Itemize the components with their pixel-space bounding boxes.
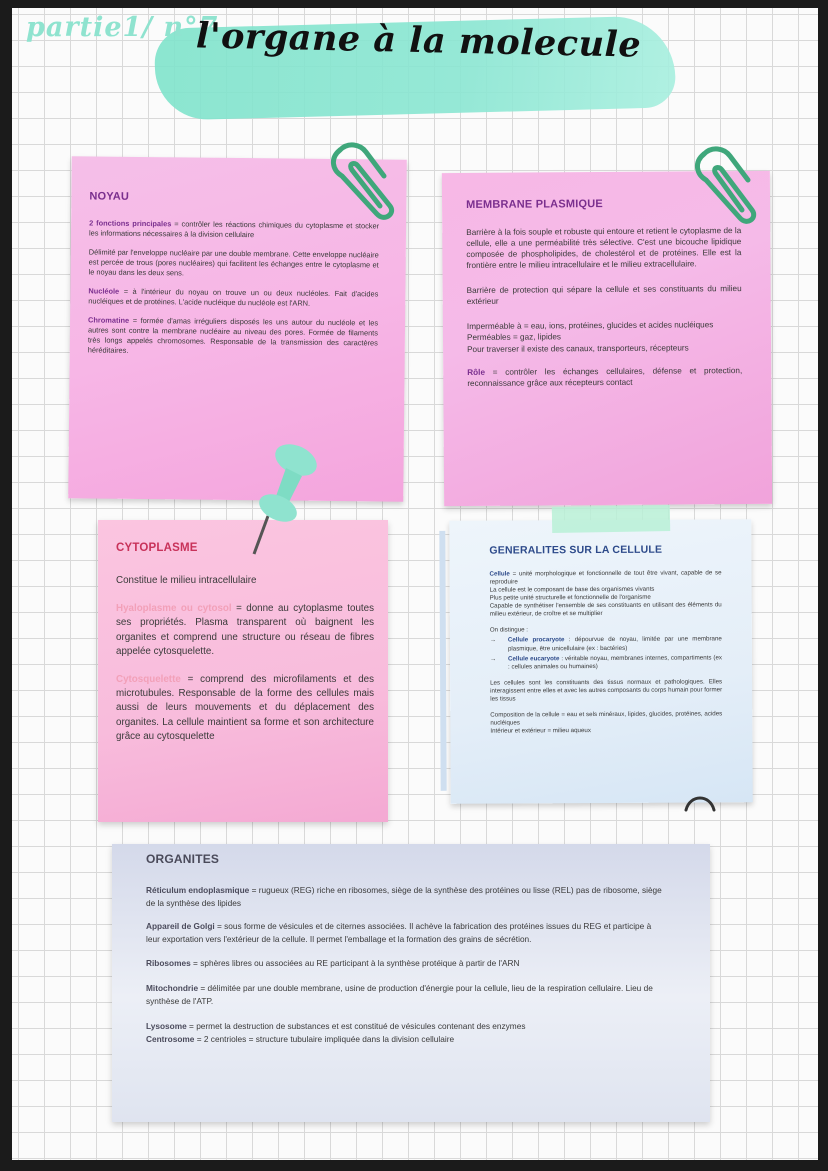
cytoplasme-card <box>98 520 388 822</box>
push-pin-icon <box>240 438 330 558</box>
generalites-label-cellule: Cellule <box>489 570 510 578</box>
noyau-paragraph-2: Délimité par l'enveloppe nucléaire par une double membrane. Cette enveloppe nucléaire est percée de trous (pores nucléaires) qui facilitent les échanges entre le cytoplasme et le noyau dans les deux sens. <box>88 247 379 278</box>
membrane-paragraph-2: Barrière de protection qui sépare la cellule et ses constituants du milieu extérieur <box>466 284 742 307</box>
cytoplasme-paragraph-1: Constitue le milieu intracellulaire <box>116 575 257 586</box>
noyau-paragraph-3: Nucléole = à l'intérieur du noyau on trouve un ou deux nucléoles. Fait d'acides nucléiques et de protéines. L'acide nucléique du nucléole est l'ARN. <box>88 286 379 308</box>
noyau-paragraph-4: Chromatine = formée d'amas irréguliers disposés les uns autour du nucléole et les autres sont contre la membrane nucléaire au niveau des pores. Formée de filaments très longs appelés chromosomes. Responsable de la transmission des caractères héréditaires. <box>87 315 379 355</box>
membrane-traverser: Pour traverser il existe des canaux, transporteurs, récepteurs <box>467 342 689 354</box>
membrane-permeable: Perméables = gaz, lipides <box>466 332 562 343</box>
noyau-label-nucleole: Nucléole <box>88 286 120 296</box>
cytoplasme-label-hyaloplasme: Hyaloplasme ou cytosol <box>116 603 232 615</box>
generalites-heading: GENERALITES SUR LA CELLULE <box>489 543 663 557</box>
membrane-label-role: Rôle <box>467 367 486 377</box>
page-title: l'organe à la molecule <box>195 15 642 66</box>
curl-icon <box>680 790 720 814</box>
membrane-role: Rôle = contrôler les échanges cellulaires, défense et protection, reconnaissance grâce aux récepteurs contact <box>467 365 743 388</box>
tape-strip <box>552 505 670 533</box>
generalites-card <box>449 519 752 804</box>
paperclip-icon <box>322 136 398 228</box>
arrow-icon: → <box>489 655 497 663</box>
organite-mitochondrie: Mitochondrie = délimitée par une double membrane, usine de production d'énergie pour la cellule, lieu de la respiration cellulaire. Lieu de synthèse de l'ATP. <box>146 983 653 1007</box>
membrane-heading: MEMBRANE PLASMIQUE <box>466 198 603 211</box>
generalites-line-3: Plus petite unité structurelle et fonctionnelle de l'organisme <box>489 593 651 602</box>
generalites-line-2: La cellule est le composant de base des organismes vivants <box>489 585 655 594</box>
generalites-milieu: Intérieur et extérieur = milieu aqueux <box>490 727 591 735</box>
cytoplasme-label-cytosquelette: Cytosquelette <box>116 674 181 686</box>
cytoplasme-paragraph-3: Cytosquelette = comprend des microfilaments et des microtubules. Responsable de la forme des cellules mais aussi de leurs mouvements et du déplacement des organites. La cellule maintient sa forme et son architecture grâce au cytosquelette <box>116 674 374 742</box>
generalites-distingue: On distingue : <box>489 626 529 634</box>
cytoplasme-paragraph-2: Hyaloplasme ou cytosol = donne au cytoplasme toutes ses propriétés. Plasma transparent où baignent les organites et comprend une structure ou réseau de fibres appelée cytosquelette. <box>116 603 374 657</box>
generalites-composition: Composition de la cellule = eau et sels minéraux, lipides, glucides, protéines, acides nucléiques <box>490 710 723 727</box>
paperclip-icon <box>688 140 760 230</box>
organites-heading: ORGANITES <box>146 852 220 866</box>
membrane-paragraph-1: Barrière à la fois souple et robuste qui entoure et retient le cytoplasme de la cellule, elle a une perméabilité très sélective. C'est une bicouche lipidique composée de phospholipides, de cholestérol et de protéines. Elle est la frontière entre le milieu intracellulaire et le milieu extracellulaire. <box>466 226 742 271</box>
generalites-tissus: Les cellules sont les constituants des tissus normaux et pathologiques. Elles interagissent entre elles et avec les autres composants du corps humain pour former les tissus <box>490 678 723 703</box>
arrow-icon: → <box>489 636 497 645</box>
cytoplasme-heading: CYTOPLASME <box>116 542 198 554</box>
organite-golgi: Appareil de Golgi = sous forme de vésicules et de citernes associées. Il achève la fabrication des protéines issues du REG et participe à leur exportation vers l'extérieur de la cellule. Il permet l'emballage et la formation des grains de sécrétion. <box>146 920 652 944</box>
generalites-line-4: Capable de synthétiser l'ensemble de ses constituants en utilisant des éléments du milieu extérieur, de croître et se multiplier <box>489 601 722 618</box>
generalites-cellule: Cellule = unité morphologique et fonctionnelle de tout être vivant, capable de se reproduire <box>489 569 722 586</box>
noyau-paragraph-1: 2 fonctions principales = contrôler les réactions chimiques du cytoplasme et stocker les informations nécessaires à la division cellulaire <box>88 218 380 240</box>
generalites-bullet-1: → Cellule procaryote : dépourvue de noyau, limitée par une membrane plasmique, être unicellulaire (ex : bactéries) <box>489 635 722 652</box>
noyau-label-chromatine: Chromatine <box>88 315 130 325</box>
organite-reticulum: Réticulum endoplasmique = rugueux (REG) riche en ribosomes, siège de la synthèse des protéines ou lisse (REL) pas de ribosome, siège de la synthèse des lipides <box>146 885 662 908</box>
part-label: partie1/ n°7 <box>26 12 219 43</box>
membrane-impermeable: Imperméable à = eau, ions, protéines, glucides et acides nucléiques <box>466 320 714 332</box>
noyau-label-fonctions: 2 fonctions principales <box>89 218 172 229</box>
organite-ribosomes: Ribosomes = sphères libres ou associées au RE participant à la synthèse protéique à partir de l'ARN <box>146 958 520 969</box>
noyau-heading: NOYAU <box>89 190 130 203</box>
organite-lysosome: Lysosome = permet la destruction de substances et est constitué de vésicules contenant des enzymes <box>146 1021 526 1032</box>
generalites-bullet-2: → Cellule eucaryote : véritable noyau, membranes internes, compartiments (ex : cellules animales ou humaines) <box>489 653 722 671</box>
organite-centrosome: Centrosome = 2 centrioles = structure tubulaire impliquée dans la division cellulaire <box>146 1033 455 1044</box>
organites-card <box>112 844 710 1122</box>
